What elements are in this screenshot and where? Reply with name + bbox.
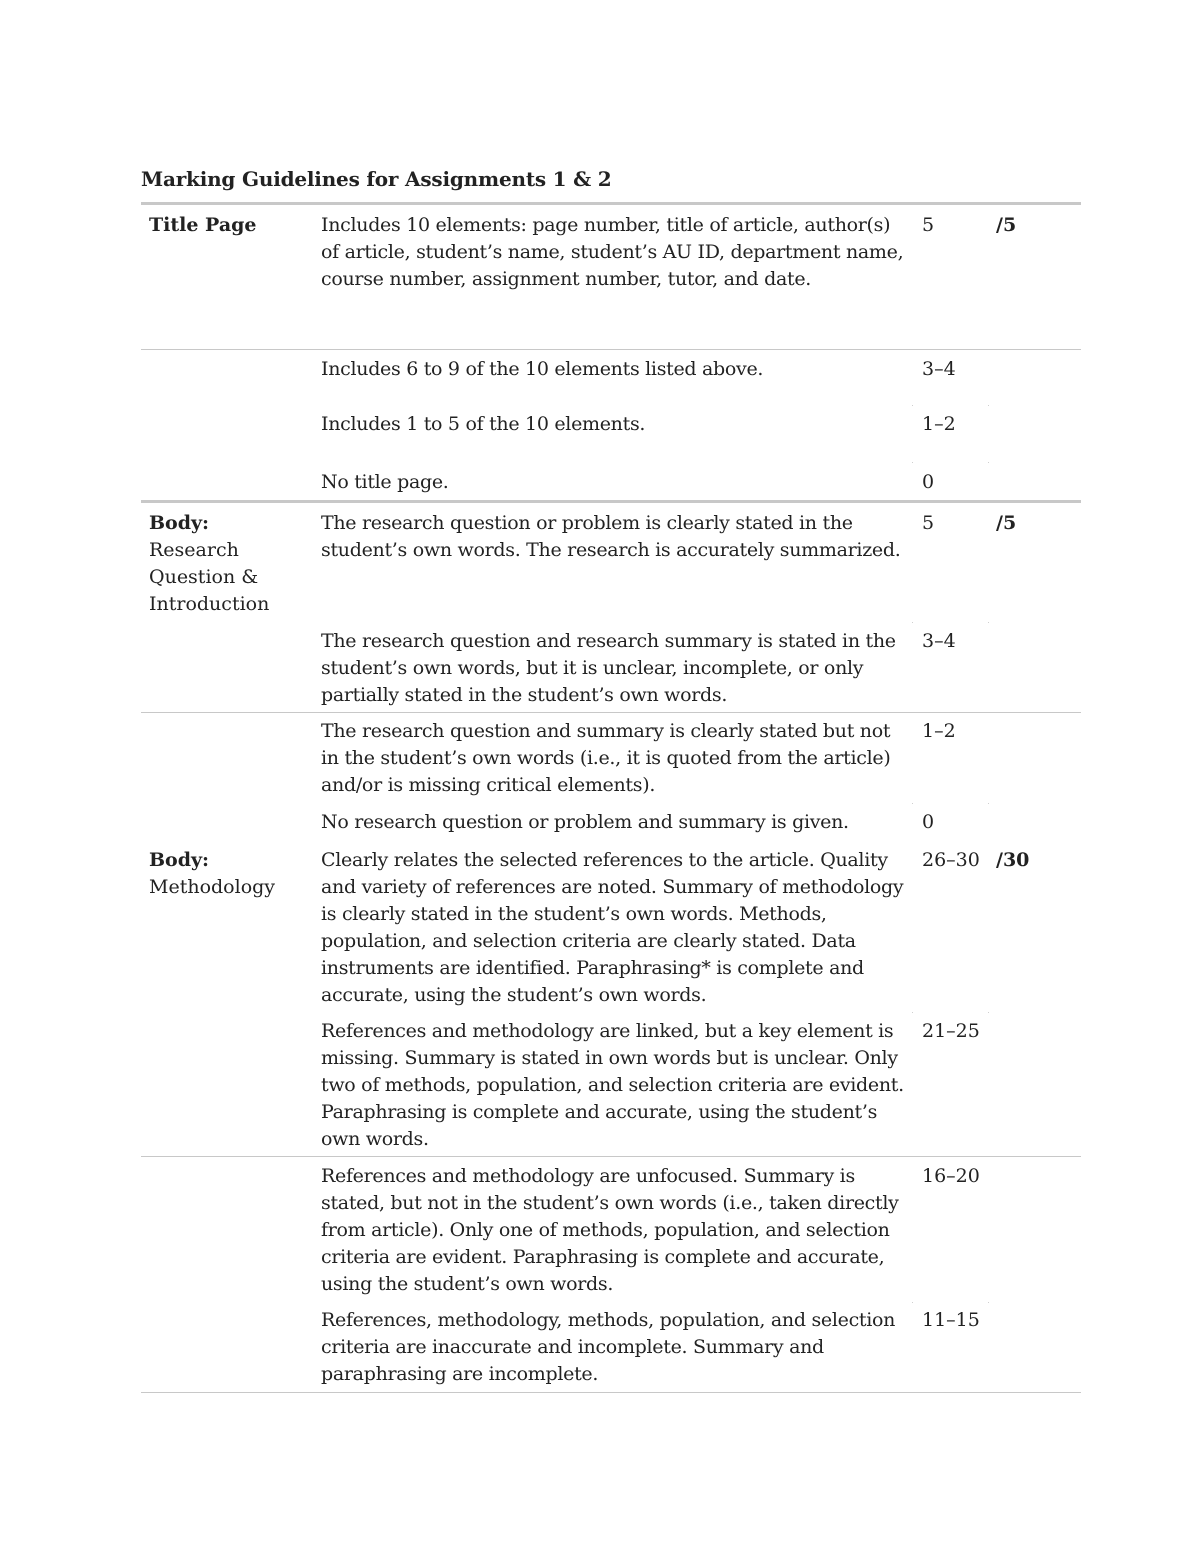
cell-boundary-mark [988,622,989,623]
criterion-description: Includes 1 to 5 of the 10 elements. [321,413,646,435]
criterion-score: 26–30 [922,849,980,871]
cell-boundary-mark [912,803,913,804]
table-top-rule [141,202,1081,205]
cell-boundary-mark [988,462,989,463]
cell-boundary-mark [912,462,913,463]
criterion-score: 11–15 [922,1309,980,1331]
criterion-score: 1–2 [922,720,956,742]
criterion-score: 0 [922,811,935,833]
category-sublabel: Methodology [149,876,276,898]
cell-boundary-mark [988,803,989,804]
criterion-description: No research question or problem and summary is given. [321,811,849,833]
criterion-score: 16–20 [922,1165,980,1187]
section-total: /30 [996,849,1030,871]
methodology-category [149,847,275,901]
cell-boundary-mark [912,1012,913,1013]
criterion-score: 21–25 [922,1020,980,1042]
category-label: Body: [149,512,210,534]
criterion-score: 0 [922,471,935,493]
row-divider [141,1156,1081,1157]
criterion-description: References and methodology are unfocused. Summary is stated, but not in the student’s own words (i.e., taken directly from article). Only one of methods, population, and selection criteria are evident. Paraphrasing is complete and accurate, using the student’s own words. [321,1165,899,1295]
category-sublabel: Research Question & Introduction [149,539,270,615]
criterion-description: References and methodology are linked, but a key element is missing. Summary is stated in own words but is unclear. Only two of methods, population, and selection criteria are evident. Paraphrasing is complete and accurate, using the student’s own words. [321,1020,904,1150]
criterion-description: The research question and summary is clearly stated but not in the student’s own words (i.e., it is quoted from the article) and/or is missing critical elements). [321,720,891,796]
cell-boundary-mark [912,405,913,406]
section-total: /5 [996,214,1017,236]
criterion-score: 1–2 [922,413,956,435]
cell-boundary-mark [988,1012,989,1013]
page-title: Marking Guidelines for Assignments 1 & 2 [141,167,612,191]
criterion-description: The research question or problem is clearly stated in the student’s own words. The research is accurately summarized. [321,512,901,561]
cell-boundary-mark [988,405,989,406]
category-label: Title Page [149,214,257,236]
criterion-description: Includes 6 to 9 of the 10 elements listed above. [321,358,764,380]
row-divider [141,349,1081,350]
category-label: Body: [149,849,210,871]
criterion-score: 5 [922,214,935,236]
section-total: /5 [996,512,1017,534]
criterion-score: 5 [922,512,935,534]
row-divider [141,712,1081,713]
criterion-score: 3–4 [922,630,956,652]
table-bottom-rule [141,1392,1081,1393]
section-divider [141,500,1081,503]
title-page-category [149,212,257,239]
criterion-description: Includes 10 elements: page number, title of article, author(s) of article, student’s name, student’s AU ID, department name, course number, assignment number, tutor, and date. [321,214,904,290]
criterion-description: Clearly relates the selected references to the article. Quality and variety of references are noted. Summary of methodology is clearly stated in the student’s own words. Methods, population, and selection criteria are clearly stated. Data instruments are identified. Paraphrasing* is complete and accurate, using the student’s own words. [321,849,904,1006]
criterion-description: The research question and research summary is stated in the student’s own words, but it is unclear, incomplete, or only partially stated in the student’s own words. [321,630,896,706]
cell-boundary-mark [988,1302,989,1303]
criterion-score: 3–4 [922,358,956,380]
research-question-category [149,510,269,618]
cell-boundary-mark [912,622,913,623]
criterion-description: No title page. [321,471,449,493]
cell-boundary-mark [912,1302,913,1303]
criterion-description: References, methodology, methods, population, and selection criteria are inaccurate and incomplete. Summary and paraphrasing are incomplete. [321,1309,896,1385]
